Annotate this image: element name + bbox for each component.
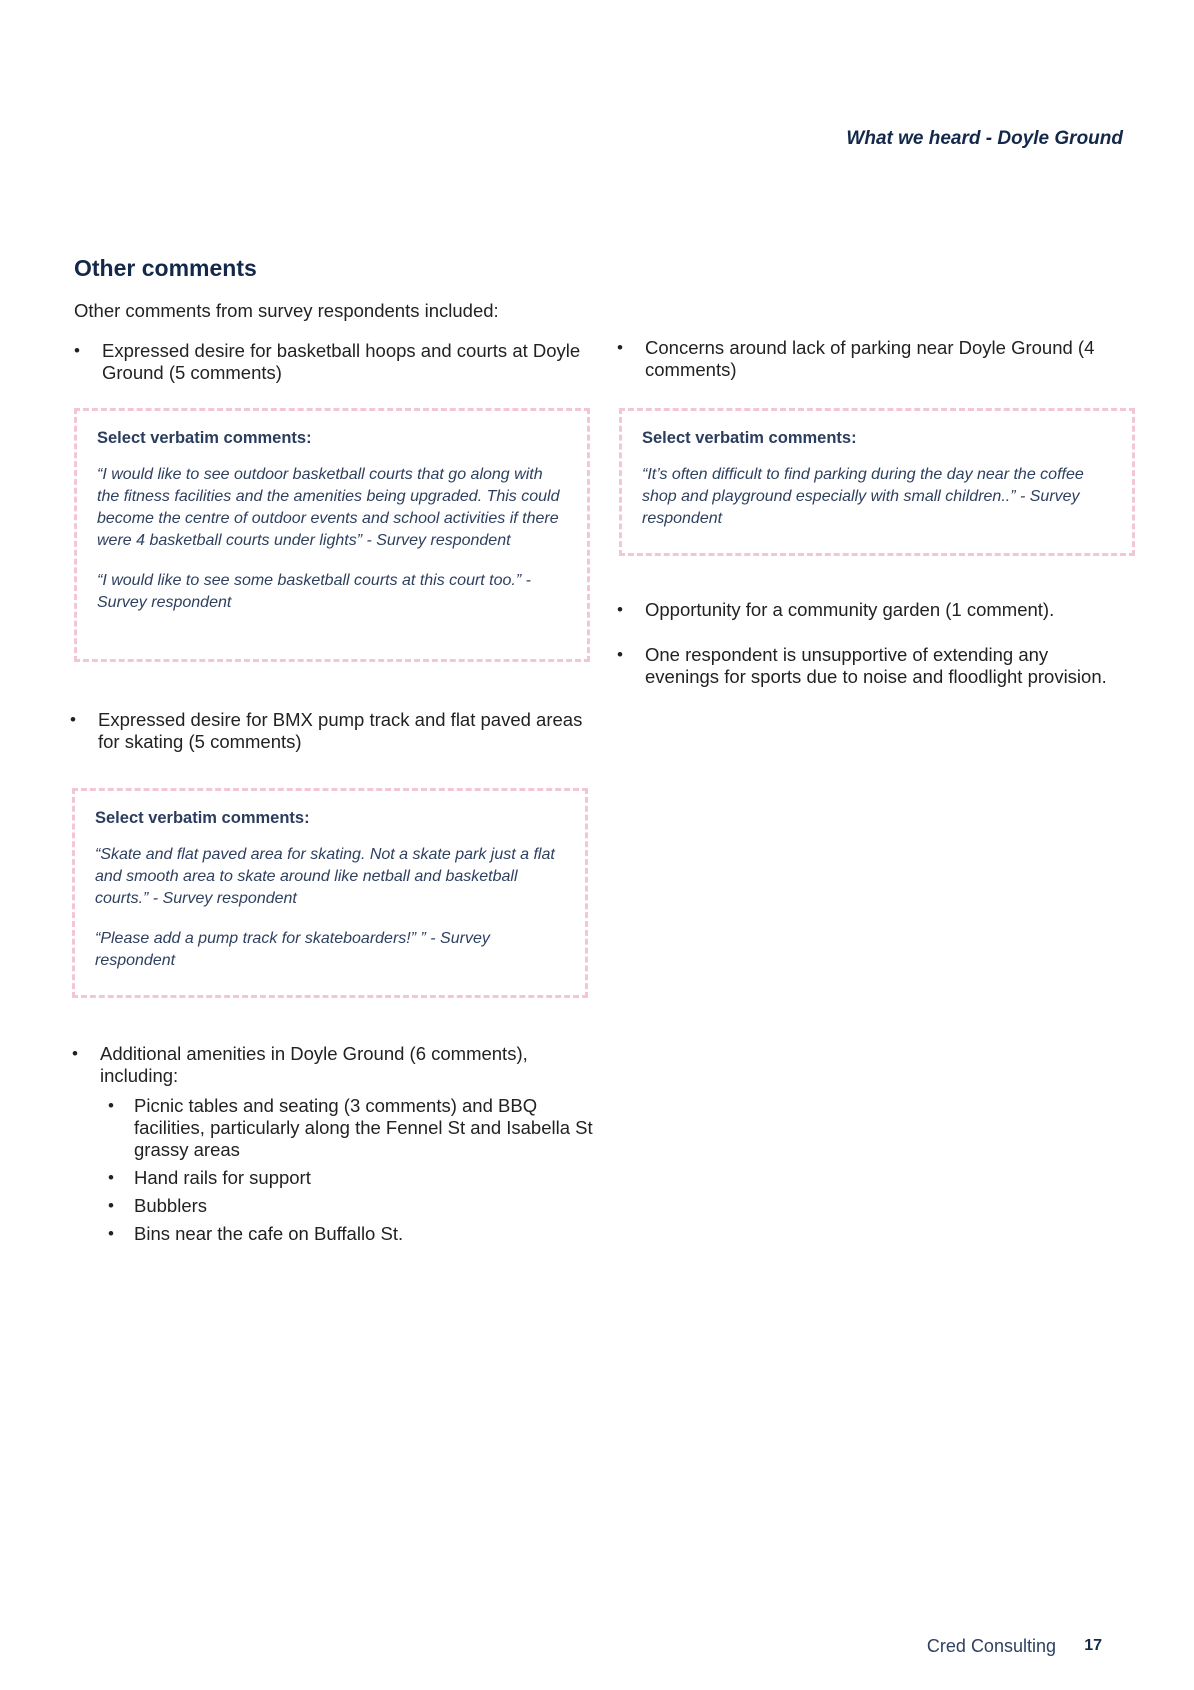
bullet-text: Opportunity for a community garden (1 comment). [645, 599, 1055, 620]
bullet-text: Additional amenities in Doyle Ground (6 comments), including: [100, 1043, 528, 1086]
intro-text: Other comments from survey respondents included: [74, 300, 499, 321]
sub-bullet-text: Bubblers [134, 1195, 208, 1216]
verbatim-quote: “I would like to see outdoor basketball courts that go along with the fitness facilities and the amenities being upgraded. This could become the centre of outdoor events and school activities if there were 4 basketball courts under lights” - Survey respondent [97, 466, 560, 549]
sub-bullet-text: Bins near the cafe on Buffallo St. [134, 1223, 404, 1244]
verbatim-box-basketball [74, 408, 590, 662]
sub-bullet-handrails [100, 1167, 610, 1189]
verbatim-box-parking [619, 408, 1135, 556]
verbatim-box-title: Select verbatim comments: [642, 429, 857, 447]
page-header-title: What we heard - Doyle Ground [846, 128, 1123, 149]
sub-bullet-bubblers [100, 1195, 610, 1217]
verbatim-box-title: Select verbatim comments: [97, 429, 312, 447]
bullet-text: One respondent is unsupportive of extending any evenings for sports due to noise and floodlight provision. [645, 644, 1107, 687]
page-number: 17 [1084, 1637, 1102, 1654]
sub-bullet-text: Hand rails for support [134, 1167, 311, 1188]
verbatim-box-skating [72, 788, 588, 998]
sub-bullet-bins [100, 1223, 610, 1245]
sub-bullet-picnic [100, 1095, 610, 1161]
bullet-amenities [72, 1043, 610, 1245]
verbatim-box-title: Select verbatim comments: [95, 809, 310, 827]
bullet-community-garden [617, 599, 1157, 621]
verbatim-quote: “Please add a pump track for skateboarders!” ” - Survey respondent [95, 930, 490, 969]
footer-brand: Cred Consulting [926, 1636, 1056, 1656]
bullet-text: Concerns around lack of parking near Doyle Ground (4 comments) [645, 337, 1095, 380]
bullet-bmx [70, 709, 608, 753]
sub-bullet-text: Picnic tables and seating (3 comments) and BBQ facilities, particularly along the Fennel St and Isabella St grassy areas [134, 1095, 593, 1160]
verbatim-quote: “Skate and flat paved area for skating. Not a skate park just a flat and smooth area to skate around like netball and basketball courts.” - Survey respondent [95, 846, 555, 907]
verbatim-quote: “I would like to see some basketball courts at this court too.” - Survey respondent [97, 572, 531, 611]
verbatim-quote: “It’s often difficult to find parking during the day near the coffee shop and playground especially with small children..” - Survey respondent [642, 466, 1084, 527]
bullet-text: Expressed desire for basketball hoops and courts at Doyle Ground (5 comments) [102, 340, 581, 383]
bullet-basketball [74, 340, 602, 384]
section-title: Other comments [74, 255, 257, 281]
bullet-text: Expressed desire for BMX pump track and flat paved areas for skating (5 comments) [98, 709, 583, 752]
bullet-unsupportive [617, 644, 1125, 688]
bullet-parking [617, 337, 1157, 381]
